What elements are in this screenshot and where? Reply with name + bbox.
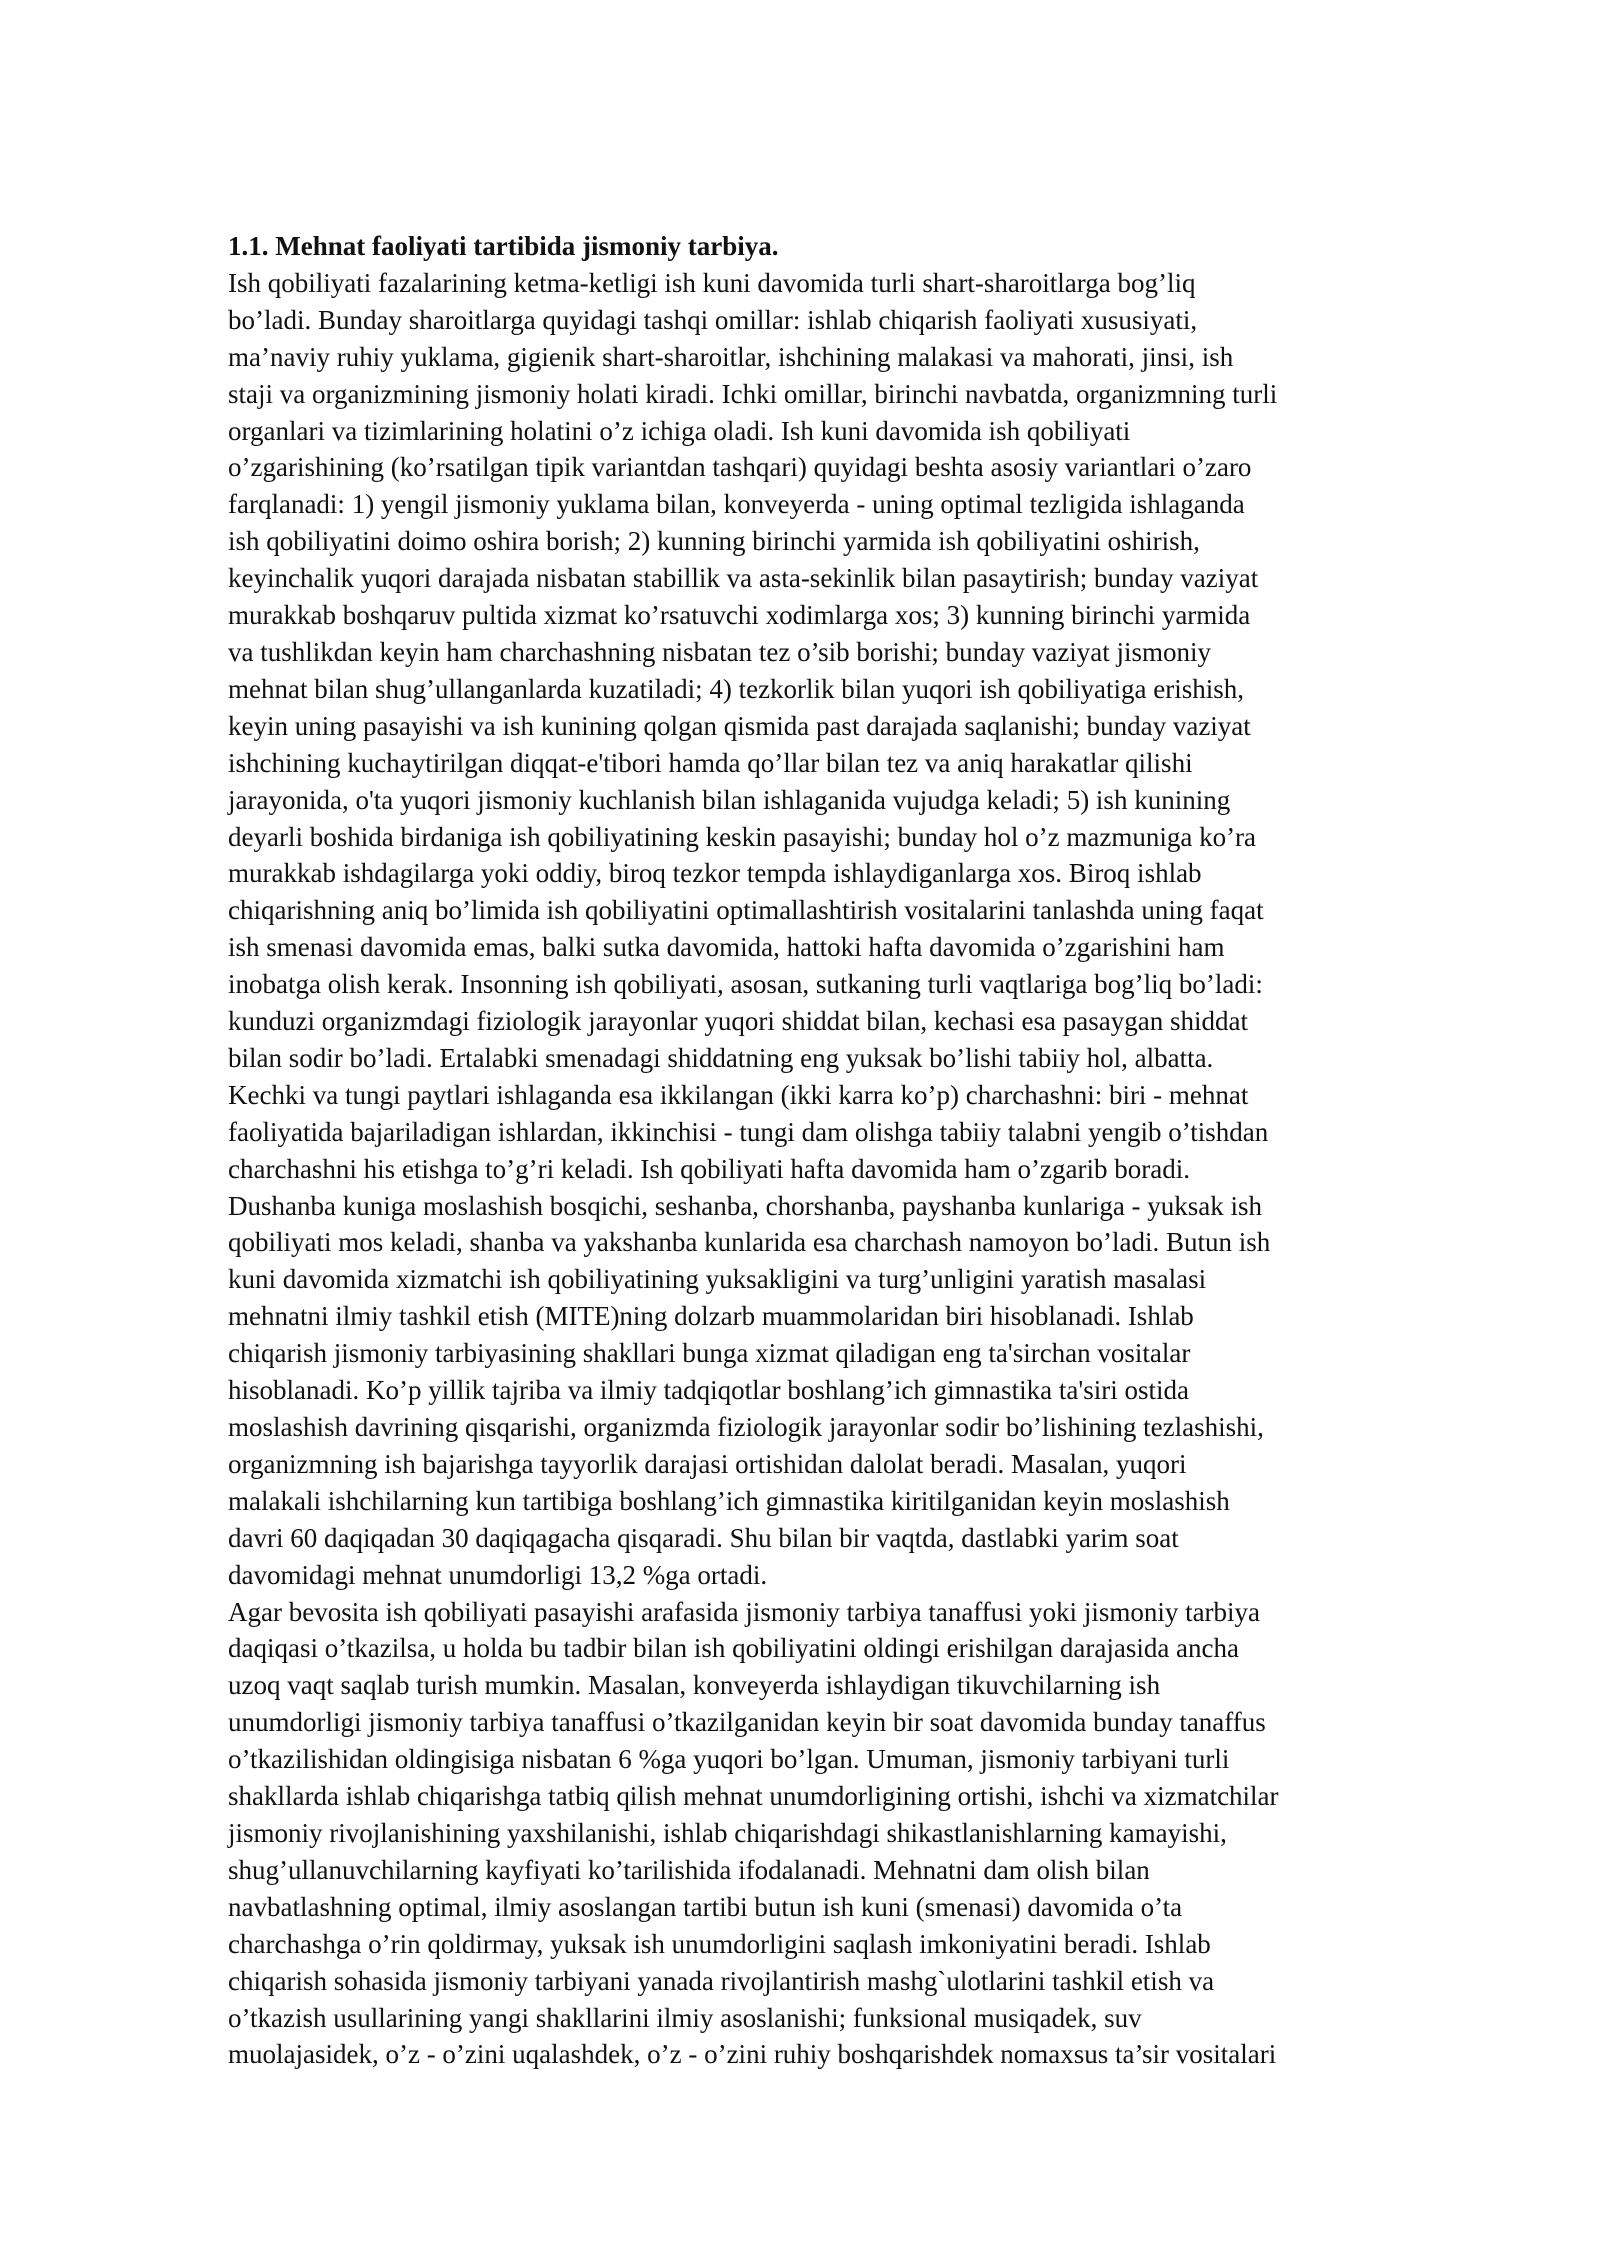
text-line: davri 60 daqiqadan 30 daqiqagacha qisqaradi. Shu bilan bir vaqtda, dastlabki yarim soat	[228, 1522, 1179, 1553]
text-line: kuni davomida xizmatchi ish qobiliyatining yuksakligini va turg’unligini yaratish masalasi	[228, 1264, 1207, 1295]
text-line: unumdorligi jismoniy tarbiya tanaffusi o’tkazilganidan keyin bir soat davomida bunday tanaffus	[228, 1707, 1266, 1738]
text-line: o’tkazish usullarining yangi shakllarini ilmiy asoslanishi; funksional musiqadek, suv	[228, 2002, 1142, 2033]
text-line: malakali ishchilarning kun tartibiga boshlang’ich gimnastika kiritilganidan keyin moslashish	[228, 1485, 1230, 1516]
paragraph-1	[228, 265, 1498, 1594]
text-line: chiqarish jismoniy tarbiyasining shakllari bunga xizmat qiladigan eng ta'sirchan vositalar	[228, 1338, 1191, 1369]
text-line: inobatga olish kerak. Insonning ish qobiliyati, asosan, sutkaning turli vaqtlariga bog’liq bo’ladi:	[228, 969, 1263, 1000]
text-line: ma’naviy ruhiy yuklama, gigienik shart-sharoitlar, ishchining malakasi va mahorati, jinsi, ish	[228, 341, 1234, 372]
paragraph-2	[228, 1594, 1498, 2074]
document-page	[228, 228, 1498, 2073]
text-line: o’tkazilishidan oldingisiga nisbatan 6 %ga yuqori bo’lgan. Umuman, jismoniy tarbiyani turli	[228, 1744, 1230, 1775]
text-line: uzoq vaqt saqlab turish mumkin. Masalan, konveyerda ishlaydigan tikuvchilarning ish	[228, 1670, 1161, 1701]
text-line: jarayonida, o'ta yuqori jismoniy kuchlanish bilan ishlaganida vujudga keladi; 5) ish kunining	[228, 784, 1231, 815]
text-line: murakkab ishdagilarga yoki oddiy, biroq tezkor tempda ishlaydiganlarga xos. Biroq ishlab	[228, 858, 1202, 889]
text-line: ish smenasi davomida emas, balki sutka davomida, hattoki hafta davomida o’zgarishini ham	[228, 932, 1225, 963]
text-line: jismoniy rivojlanishining yaxshilanishi, ishlab chiqarishdagi shikastlanishlarning kamayishi,	[228, 1817, 1227, 1848]
text-line: shug’ullanuvchilarning kayfiyati ko’tarilishida ifodalanadi. Mehnatni dam olish bilan	[228, 1854, 1150, 1885]
text-line: chiqarish sohasida jismoniy tarbiyani yanada rivojlantirish mashg`ulotlarini tashkil etish va	[228, 1965, 1215, 1996]
text-line: farqlanadi: 1) yengil jismoniy yuklama bilan, konveyerda - uning optimal tezligida ishlaganda	[228, 489, 1245, 520]
text-line: moslashish davrining qisqarishi, organizmda fiziologik jarayonlar sodir bo’lishining tezlashishi,	[228, 1412, 1264, 1442]
text-line: staji va organizmining jismoniy holati kiradi. Ichki omillar, birinchi navbatda, organizmning turli	[228, 378, 1278, 409]
text-line: Ish qobiliyati fazalarining ketma-ketligi ish kuni davomida turli shart-sharoitlarga bog’liq	[228, 267, 1196, 298]
text-line: keyinchalik yuqori darajada nisbatan stabillik va asta-sekinlik bilan pasaytirish; bunday vaziyat	[228, 563, 1259, 594]
text-line: va tushlikdan keyin ham charchashning nisbatan tez o’sib borishi; bunday vaziyat jismoniy	[228, 636, 1212, 667]
text-line: mehnat bilan shug’ullanganlarda kuzatiladi; 4) tezkorlik bilan yuqori ish qobiliyatiga erishish,	[228, 673, 1245, 704]
text-line: o’zgarishining (ko’rsatilgan tipik variantdan tashqari) quyidagi beshta asosiy variantlari o’zaro	[228, 452, 1252, 483]
text-line: faoliyatida bajariladigan ishlardan, ikkinchisi - tungi dam olishga tabiiy talabni yengib o’tishdan	[228, 1116, 1269, 1147]
text-line: bo’ladi. Bunday sharoitlarga quyidagi tashqi omillar: ishlab chiqarish faoliyati xususiyati,	[228, 304, 1198, 335]
text-line: kunduzi organizmdagi fiziologik jarayonlar yuqori shiddat bilan, kechasi esa pasaygan shiddat	[228, 1006, 1248, 1037]
text-line: organizmning ish bajarishga tayyorlik darajasi ortishidan dalolat beradi. Masalan, yuqori	[228, 1448, 1187, 1479]
text-line: mehnatni ilmiy tashkil etish (MITE)ning dolzarb muammolaridan biri hisoblanadi. Ishlab	[228, 1301, 1194, 1332]
text-line: Dushanba kuniga moslashish bosqichi, seshanba, chorshanba, payshanba kunlariga - yuksak ish	[228, 1190, 1263, 1221]
text-line: qobiliyati mos keladi, shanba va yakshanba kunlarida esa charchash namoyon bo’ladi. Butun ish	[228, 1227, 1271, 1258]
text-line: ish qobiliyatini doimo oshira borish; 2) kunning birinchi yarmida ish qobiliyatini oshirish,	[228, 526, 1200, 557]
text-line: chiqarishning aniq bo’limida ish qobiliyatini optimallashtirish vositalarini tanlashda uning faqat	[228, 895, 1264, 926]
text-line: deyarli boshida birdaniga ish qobiliyatining keskin pasayishi; bunday hol o’z mazmuniga ko’ra	[228, 821, 1257, 852]
text-line: bilan sodir bo’ladi. Ertalabki smenadagi shiddatning eng yuksak bo’lishi tabiiy hol, albatta.	[228, 1042, 1214, 1073]
text-line: daqiqasi o’tkazilsa, u holda bu tadbir bilan ish qobiliyatini oldingi erishilgan darajasida ancha	[228, 1633, 1240, 1664]
text-line: hisoblanadi. Ko’p yillik tajriba va ilmiy tadqiqotlar boshlang’ich gimnastika ta'siri ostida	[228, 1375, 1189, 1406]
text-line: organlari va tizimlarining holatini o’z ichiga oladi. Ish kuni davomida ish qobiliyati	[228, 415, 1131, 446]
text-line: shakllarda ishlab chiqarishga tatbiq qilish mehnat unumdorligining ortishi, ishchi va xizmatchilar	[228, 1781, 1279, 1812]
text-line: davomidagi mehnat unumdorligi 13,2 %ga ortadi.	[228, 1559, 768, 1590]
section-heading: 1.1. Mehnat faoliyati tartibida jismoniy tarbiya.	[228, 231, 779, 261]
text-line: navbatlashning optimal, ilmiy asoslangan tartibi butun ish kuni (smenasi) davomida o’ta	[228, 1891, 1183, 1922]
text-line: keyin uning pasayishi va ish kunining qolgan qismida past darajada saqlanishi; bunday vaziyat	[228, 710, 1251, 741]
text-line: murakkab boshqaruv pultida xizmat ko’rsatuvchi xodimlarga xos; 3) kunning birinchi yarmida	[228, 600, 1251, 631]
text-line: Agar bevosita ish qobiliyati pasayishi arafasida jismoniy tarbiya tanaffusi yoki jismoniy tarbiya	[228, 1596, 1261, 1627]
text-line: charchashga o’rin qoldirmay, yuksak ish unumdorligini saqlash imkoniyatini beradi. Ishlab	[228, 1928, 1211, 1959]
text-line: charchashni his etishga to’g’ri keladi. Ish qobiliyati hafta davomida ham o’zgarib boradi.	[228, 1153, 1190, 1184]
text-line: ishchining kuchaytirilgan diqqat-e'tibori hamda qo’llar bilan tez va aniq harakatlar qilishi	[228, 747, 1193, 778]
text-line: muolajasidek, o’z - o’zini uqalashdek, o’z - o’zini ruhiy boshqarishdek nomaxsus ta’sir vositalari	[228, 2039, 1277, 2070]
text-line: Kechki va tungi paytlari ishlaganda esa ikkilangan (ikki karra ko’p) charchashni: biri - mehnat	[228, 1079, 1249, 1110]
